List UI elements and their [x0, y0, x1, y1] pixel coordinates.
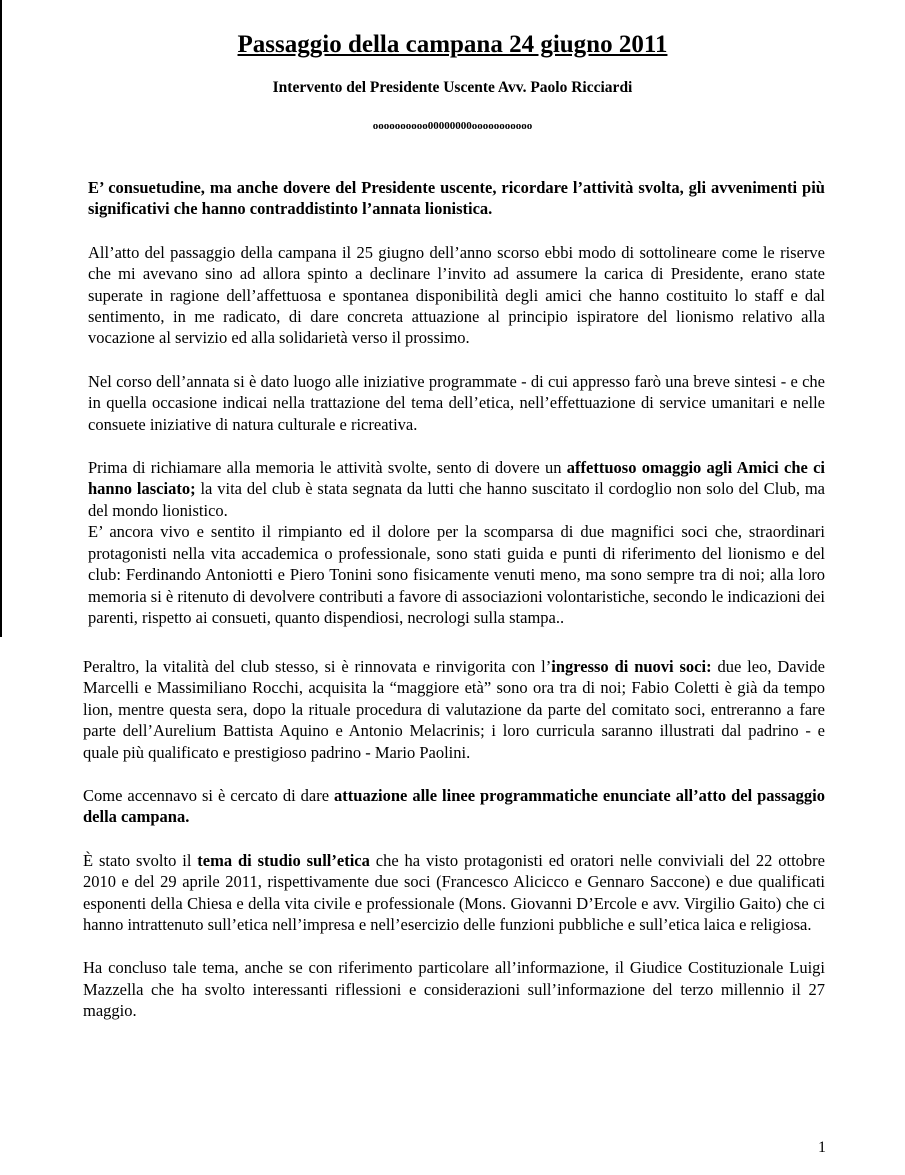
paragraph-4-bold: affettuoso omaggio agli Amici che ci hanno lasciato; [88, 458, 826, 499]
body-section-2 [83, 656, 825, 1022]
paragraph-8-text-a: È stato svolto il [83, 850, 198, 870]
paragraph-8-text-c: che ha visto protagonisti ed oratori nelle conviviali del 22 ottobre 2010 e del 29 aprile 2011, rispettivamente due soci (Francesco Alicicco e Gennaro Saccone) e due qualificati esponenti della Chiesa e della vita civile e professionale (Mons. Giovanni D’Ercole e avv. Virgilio Gaito) che ci hanno intrattenuto sull’etica nell’impresa e nell’esercizio delle funzioni pubbliche e sull’etica laica e religiosa. [83, 850, 825, 935]
paragraph-6-bold: ingresso di nuovi soci: [551, 657, 712, 676]
paragraph-8-bold: tema di studio sull’etica [197, 850, 370, 870]
separator-line: oooooooooo00000000ooooooooooo [372, 120, 533, 132]
paragraph-2: All’atto del passaggio della campana il 25 giugno dell’anno scorso ebbi modo di sottolineare come le riserve che mi avevano sino ad allora spinto a declinare l’invito ad assumere la carica di Presidente, erano state superate in ragione dell’affettuosa e spontanea disponibilità degli amici che hanno costituito lo staff e dal sentimento, in me radicato, di dare concreta attuazione al principio ispiratore del lionismo relativo alla vocazione al servizio ed alla solidarietà verso il prossimo. [88, 242, 825, 348]
paragraph-6 [83, 656, 825, 763]
paragraph-6-text-a: Peraltro, la vitalità del club stesso, si è rinnovata e rinvigorita con l’ [83, 657, 552, 676]
body-section-1 [88, 177, 825, 628]
paragraph-6-text-c: due leo, Davide Marcelli e Massimiliano Rocchi, acquisita la “maggiore età” sono ora tra di noi; Fabio Coletti è già da tempo lion, mentre questa sera, dopo la rituale procedura di valutazione da parte del comitato soci, entreranno a fare parte dell’Aurelium Battista Aquino e Antonio Melacrinis; i loro curricula saranno illustrati dal padrino - e quale più qualificato e prestigioso padrino - Mario Paolini. [83, 657, 825, 762]
paragraph-4-text-c: la vita del club è stata segnata da lutti che hanno suscitato il cordoglio non solo del Club, ma del mondo lionistico. [88, 479, 825, 520]
document-subtitle: Intervento del Presidente Uscente Avv. Paolo Ricciardi [272, 79, 633, 96]
paragraph-7-bold: attuazione alle linee programmatiche enunciate all’atto del passaggio della campana. [83, 786, 825, 827]
paragraph-intro: E’ consuetudine, ma anche dovere del Presidente uscente, ricordare l’attività svolta, gli avvenimenti più significativi che hanno contraddistinto l’annata lionistica. [88, 178, 825, 219]
paragraph-7-text-a: Come accennavo si è cercato di dare [83, 786, 335, 806]
paragraph-9: Ha concluso tale tema, anche se con riferimento particolare all’informazione, il Giudice Costituzionale Luigi Mazzella che ha svolto interessanti riflessioni e considerazioni sull’informazione del terzo millennio il 27 maggio. [83, 958, 825, 1021]
paragraph-8 [83, 850, 825, 936]
document-title: Passaggio della campana 24 giugno 2011 [237, 31, 668, 58]
paragraph-4-text-a: Prima di richiamare alla memoria le attività svolte, sento di dovere un [88, 458, 567, 478]
paragraph-3: Nel corso dell’annata si è dato luogo alle iniziative programmate - di cui appresso farò una breve sintesi - e che in quella occasione indicai nella trattazione del tema dell’etica, nell’effettuazione di service umanitari e nelle consuete iniziative di natura culturale e ricreativa. [88, 371, 825, 434]
paragraph-4 [88, 457, 825, 521]
paragraph-5: E’ ancora vivo e sentito il rimpianto ed il dolore per la scomparsa di due magnifici soci che, straordinari protagonisti nella vita accademica o professionale, sono stati guida e punti di riferimento del lionismo e del club: Ferdinando Antoniotti e Piero Tonini sono fisicamente venuti meno, ma sono sempre tra di noi; alla loro memoria si è ritenuto di devolvere contributi a favore di associazioni volontaristiche, secondo le indicazioni dei parenti, rispetto ai consueti, quanto dispendiosi, necrologi sulla stampa.. [88, 522, 825, 627]
paragraph-7 [83, 785, 825, 828]
page-number: 1 [818, 1139, 826, 1156]
